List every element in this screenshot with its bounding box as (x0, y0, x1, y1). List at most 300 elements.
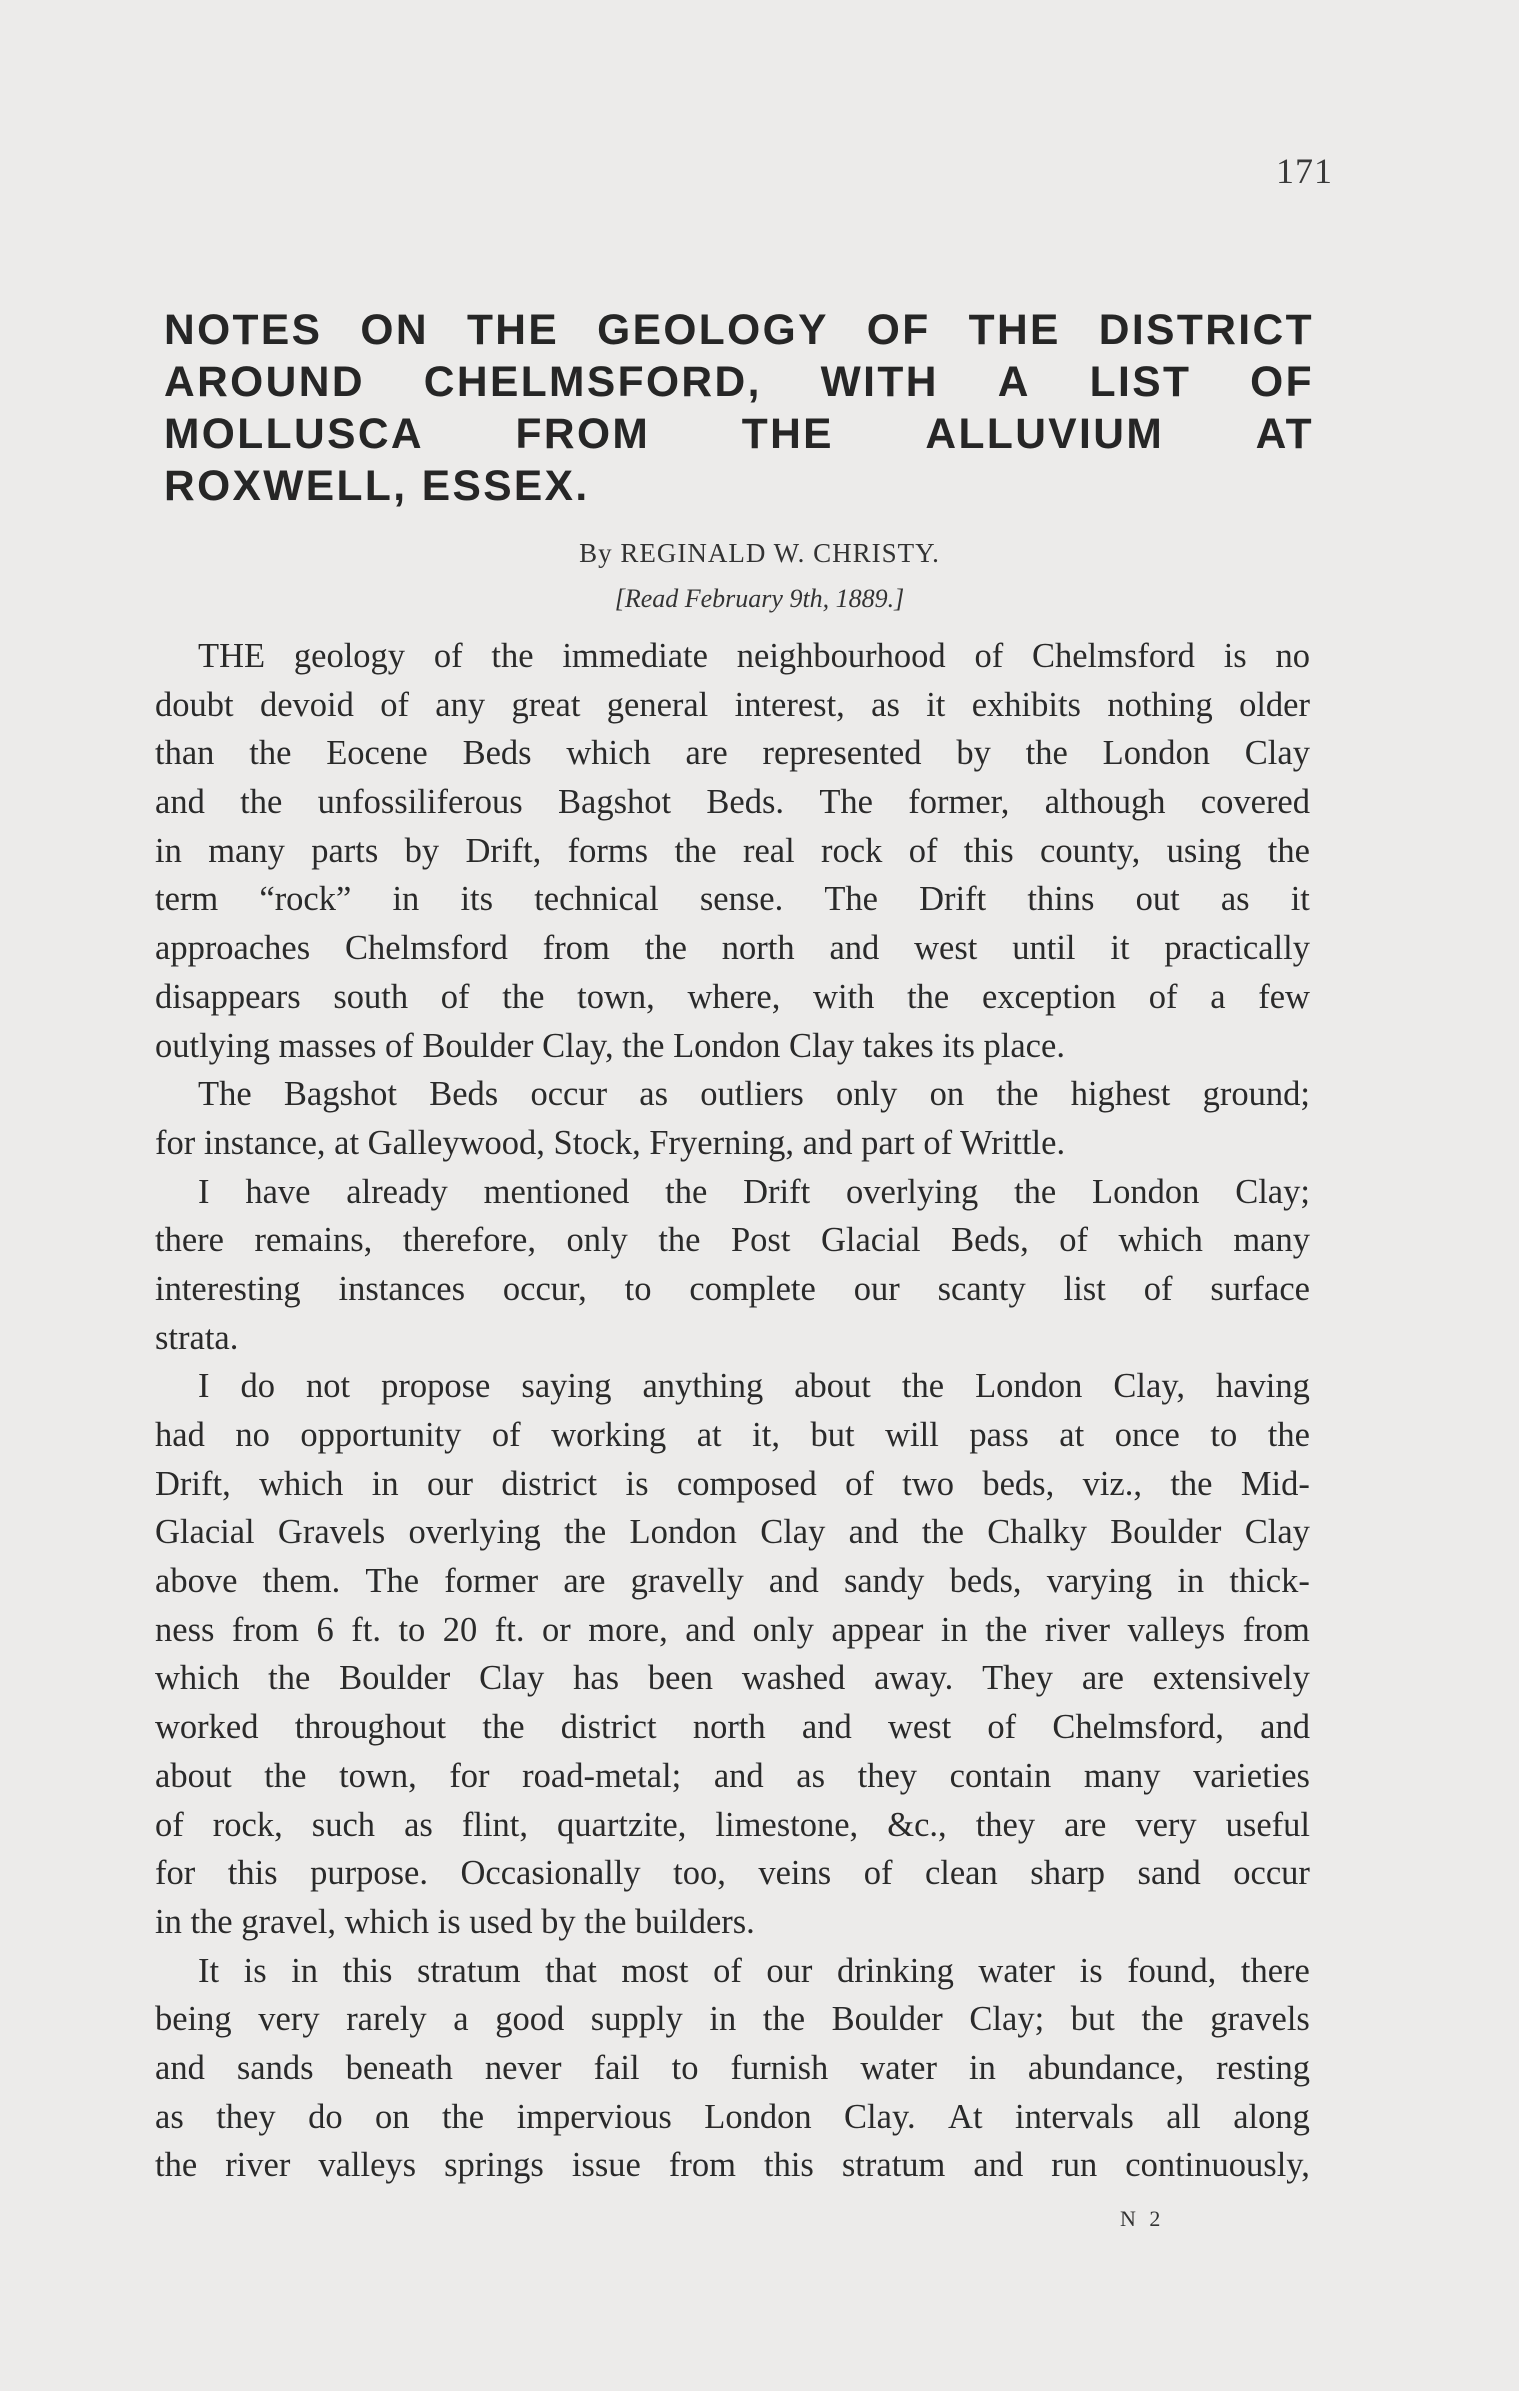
text-line: for instance, at Galleywood, Stock, Fryerning, and part of Writtle. (155, 1123, 1066, 1162)
word: saying (521, 1367, 612, 1406)
word: continuously, (1125, 2146, 1310, 2185)
word: Bagshot (283, 1075, 397, 1114)
word: having (1215, 1367, 1310, 1406)
word: in (709, 2000, 737, 2039)
word: never (484, 2048, 562, 2087)
word: stratum (841, 2146, 946, 2185)
word: the (921, 1513, 964, 1552)
word: former, (908, 783, 1010, 822)
word: they (216, 2097, 276, 2136)
word: most (621, 1951, 689, 1990)
text-line (155, 973, 1310, 1022)
text-line (155, 2044, 1310, 2093)
word: the (249, 734, 292, 773)
word: The (819, 783, 873, 822)
word: THE (466, 307, 560, 354)
word: very (1135, 1805, 1197, 1844)
word: the (644, 929, 687, 968)
read-date: [Read February 9th, 1889.] (614, 584, 905, 613)
text-line (155, 827, 1310, 876)
word: this (342, 1951, 393, 1990)
word: of (1143, 1269, 1173, 1308)
word: flint, (461, 1805, 528, 1844)
text-line (155, 1460, 1310, 1509)
word: 20 (442, 1610, 478, 1649)
word: ness (155, 1610, 215, 1649)
word: overlying (846, 1172, 979, 1211)
text-line (155, 2093, 1310, 2142)
signature-mark: N 2 (1120, 2206, 1165, 2231)
word: until (1012, 929, 1076, 968)
word: mentioned (483, 1172, 630, 1211)
word: the (1170, 1464, 1213, 1503)
word: where, (687, 977, 781, 1016)
word: useful (1225, 1805, 1310, 1844)
word: our (853, 1269, 900, 1308)
word: in (291, 1951, 319, 1990)
article-title (164, 305, 1314, 513)
word: about (155, 1756, 232, 1795)
word: south (333, 977, 409, 1016)
word: exception (981, 977, 1117, 1016)
word: good (495, 2000, 565, 2039)
word: instances (338, 1269, 465, 1308)
word: practically (1164, 929, 1310, 968)
word: occur, (502, 1269, 587, 1308)
word: the (762, 2000, 806, 2039)
word: They (982, 1659, 1053, 1698)
word: exhibits (971, 685, 1081, 724)
word: our (766, 1951, 813, 1990)
word: Occasionally (460, 1854, 641, 1893)
word: forms (567, 831, 649, 870)
word: a (1210, 977, 1226, 1016)
word: devoid (259, 685, 354, 724)
word: about (794, 1367, 871, 1406)
text-line (155, 632, 1310, 681)
word: water (978, 1951, 1056, 1990)
word: are (685, 734, 728, 773)
word: of (1059, 1221, 1088, 1260)
word: town, (577, 977, 655, 1016)
word: contain (949, 1756, 1052, 1795)
word: propose (381, 1367, 491, 1406)
word: not (306, 1367, 351, 1406)
word: of (1148, 977, 1178, 1016)
word: limestone, (715, 1805, 859, 1844)
word: all (1166, 2097, 1201, 2136)
word: been (647, 1659, 714, 1698)
word: surface (1210, 1269, 1310, 1308)
word: and (801, 1708, 852, 1747)
word: sands (236, 2048, 314, 2087)
word: no (235, 1416, 270, 1454)
word: list (1063, 1269, 1106, 1308)
word: only (752, 1610, 814, 1649)
word: sandy (843, 1562, 925, 1601)
word: outliers (700, 1075, 804, 1114)
word: from (668, 2146, 736, 2185)
word: although (1044, 783, 1166, 822)
word: as (404, 1805, 433, 1844)
word: Clay (479, 1659, 545, 1698)
word: Drift, (155, 1464, 231, 1503)
text-line (155, 1752, 1310, 1801)
word: the (482, 1708, 525, 1747)
word: which (155, 1659, 240, 1698)
word: that (545, 1951, 597, 1990)
word: sense. (699, 880, 784, 919)
word: from (231, 1610, 299, 1649)
word: will (885, 1416, 939, 1454)
word: in (968, 2048, 996, 2087)
word: Clay; (1235, 1172, 1310, 1211)
word: many (1233, 1221, 1310, 1260)
word: Chelmsford, (1052, 1708, 1224, 1747)
word: very (258, 2000, 320, 2039)
word: of (380, 685, 409, 724)
word: parts (311, 831, 379, 870)
word: in (371, 1464, 399, 1503)
word: impervious (516, 2097, 672, 2136)
word: which (259, 1464, 344, 1503)
word: of (863, 1854, 893, 1893)
title-line: ROXWELL, ESSEX. (164, 463, 590, 510)
word: anything (642, 1367, 764, 1406)
word: on (929, 1075, 965, 1114)
word: FROM (515, 411, 651, 458)
word: At (948, 2097, 983, 2136)
word: found, (1127, 1951, 1217, 1990)
word: occur (1233, 1854, 1310, 1893)
word: too, (673, 1854, 726, 1893)
word: which (1118, 1221, 1203, 1260)
word: and (155, 783, 205, 822)
word: many (208, 831, 285, 870)
word: the (240, 783, 283, 822)
word: pass (969, 1416, 1029, 1454)
word: its (460, 880, 494, 919)
text-line (155, 1216, 1310, 1265)
word: had (155, 1416, 205, 1454)
word: in (155, 831, 182, 870)
word: gravelly (630, 1562, 744, 1601)
word: the (155, 2146, 198, 2185)
word: above (155, 1562, 238, 1601)
word: in (940, 1610, 968, 1649)
word: resting (1216, 2048, 1310, 2087)
word: former (444, 1562, 539, 1601)
word: Post (731, 1221, 791, 1260)
text-line: strata. (155, 1318, 239, 1357)
word: they (857, 1756, 918, 1795)
word: beds, (982, 1464, 1055, 1503)
word: the (907, 977, 950, 1016)
text-line (155, 1947, 1310, 1996)
word: sharp (1030, 1854, 1105, 1893)
text-line (155, 1654, 1310, 1703)
word: real (742, 831, 795, 870)
word: of (908, 831, 938, 870)
word: using (1166, 831, 1242, 870)
word: is (1079, 1951, 1103, 1990)
text-line (155, 1411, 1310, 1460)
word: of (491, 1416, 521, 1454)
word: the (1267, 831, 1310, 870)
word: as (155, 2097, 184, 2136)
word: Clay (1244, 734, 1310, 773)
word: THE (198, 637, 266, 675)
word: to (1210, 1416, 1238, 1454)
word: scanty (937, 1269, 1026, 1308)
word: to (398, 1610, 426, 1649)
word: nothing (1107, 685, 1213, 724)
word: clean (924, 1854, 998, 1893)
word: there (1240, 1951, 1310, 1990)
word: Bagshot (558, 783, 672, 822)
word: OF (866, 307, 931, 354)
word: The (365, 1562, 420, 1601)
text-line (155, 1168, 1310, 1217)
word: Chelmsford (1031, 637, 1195, 675)
word: stratum (417, 1951, 521, 1990)
word: the (502, 977, 545, 1016)
word: such (311, 1805, 376, 1844)
word: which (566, 734, 651, 773)
text-line (155, 1703, 1310, 1752)
word: NOTES (164, 307, 323, 354)
text-line (155, 1849, 1310, 1898)
word: many (1083, 1756, 1161, 1795)
word: is (625, 1464, 649, 1503)
word: and (155, 2048, 205, 2087)
word: the (674, 831, 717, 870)
text-line (155, 1606, 1310, 1655)
word: are (1081, 1659, 1124, 1698)
word: term (155, 880, 219, 919)
word: abundance, (1027, 2048, 1185, 2087)
word: this (763, 2146, 814, 2185)
word: or (542, 1610, 571, 1649)
word: the (491, 637, 534, 675)
word: veins (758, 1854, 832, 1893)
word: neighbourhood (736, 637, 946, 675)
word: they (975, 1805, 1036, 1844)
word: highest (1070, 1075, 1171, 1114)
word: London (975, 1367, 1083, 1406)
word: MOLLUSCA (164, 411, 425, 458)
word: in (392, 880, 420, 919)
word: any (435, 685, 486, 724)
word: valleys (1127, 1610, 1226, 1649)
word: have (245, 1172, 311, 1211)
word: the (1267, 1416, 1310, 1454)
word: the (658, 1221, 701, 1260)
word: interesting (155, 1269, 301, 1308)
word: only (566, 1221, 628, 1260)
word: WITH (820, 359, 939, 406)
word: Clay. (844, 2097, 916, 2136)
word: opportunity (300, 1416, 462, 1454)
word: beds, (949, 1562, 1022, 1601)
word: the (665, 1172, 708, 1211)
word: ON (360, 307, 429, 354)
word: thick- (1229, 1562, 1310, 1601)
word: do (240, 1367, 276, 1406)
word: once (1114, 1416, 1180, 1454)
word: Drift (919, 880, 987, 919)
word: CHELMSFORD, (423, 359, 762, 406)
word: to (671, 2048, 699, 2087)
word: the (996, 1075, 1039, 1114)
word: already (346, 1172, 448, 1211)
word: THE (741, 411, 834, 458)
word: valleys (318, 2146, 417, 2185)
word: with (813, 977, 875, 1016)
text-line (155, 681, 1310, 730)
word: at (1059, 1416, 1085, 1454)
word: of (974, 637, 1004, 675)
word: great (511, 685, 581, 724)
word: Beds, (951, 1221, 1029, 1260)
word: LIST (1089, 359, 1192, 406)
word: covered (1200, 783, 1310, 822)
word: more, (588, 1610, 668, 1649)
word: no (1275, 637, 1310, 675)
text-line: outlying masses of Boulder Clay, the London Clay takes its place. (155, 1026, 1065, 1065)
word: district (560, 1708, 657, 1747)
word: two (902, 1464, 954, 1503)
word: it (1110, 929, 1130, 968)
word: and (685, 1610, 736, 1649)
word: varieties (1193, 1756, 1310, 1795)
word: water (860, 2048, 937, 2087)
article-body (155, 632, 1310, 2190)
word: north (721, 929, 795, 968)
word: our (426, 1464, 473, 1503)
text-line (155, 1801, 1310, 1850)
word: from (542, 929, 610, 968)
word: has (573, 1659, 620, 1698)
word: Clay (760, 1513, 826, 1552)
word: for (155, 1854, 196, 1893)
word: river (225, 2146, 291, 2185)
word: Boulder (831, 2000, 943, 2039)
word: north (692, 1708, 766, 1747)
text-line (155, 1995, 1310, 2044)
word: ft. (351, 1610, 381, 1649)
text-line (155, 924, 1310, 973)
word: A (997, 359, 1031, 406)
word: them. (262, 1562, 341, 1601)
word: in (1177, 1562, 1205, 1601)
word: as (796, 1756, 826, 1795)
word: than (155, 734, 215, 773)
word: throughout (294, 1708, 447, 1747)
word: the (1014, 1172, 1057, 1211)
word: at (696, 1416, 722, 1454)
word: DISTRICT (1098, 307, 1314, 354)
word: the (564, 1513, 607, 1552)
word: rarely (346, 2000, 427, 2039)
word: older (1239, 685, 1310, 724)
word: I (198, 1367, 210, 1406)
word: by (404, 831, 440, 870)
word: issue (571, 2146, 641, 2185)
word: springs (444, 2146, 544, 2185)
word: complete (689, 1269, 816, 1308)
word: Boulder (339, 1659, 451, 1698)
word: this (227, 1854, 278, 1893)
word: AROUND (164, 359, 365, 406)
word: Boulder (1110, 1513, 1222, 1552)
page-number: 171 (1276, 151, 1333, 191)
word: quartzite, (557, 1805, 687, 1844)
word: The (198, 1075, 252, 1114)
word: ft. (494, 1610, 525, 1649)
word: Drift, (465, 831, 542, 870)
text-line (155, 875, 1310, 924)
word: Chalky (987, 1513, 1087, 1552)
word: purpose. (310, 1854, 428, 1893)
word: as (1220, 880, 1250, 919)
word: but (810, 1416, 855, 1454)
word: to (624, 1269, 652, 1308)
text-line (155, 778, 1310, 827)
word: and (973, 2146, 1024, 2185)
author-byline: By REGINALD W. CHRISTY. (579, 538, 940, 568)
word: district (501, 1464, 598, 1503)
word: of (845, 1464, 874, 1503)
word: a (453, 2000, 469, 2039)
word: Beds (429, 1075, 499, 1114)
word: as (871, 685, 900, 724)
word: is (243, 1951, 267, 1990)
word: the (268, 1659, 311, 1698)
word: thins (1027, 880, 1095, 919)
word: overlying (408, 1513, 541, 1552)
word: do (308, 2097, 343, 2136)
word: Chelmsford (345, 929, 508, 968)
text-line (155, 1508, 1310, 1557)
word: the (901, 1367, 945, 1406)
text-line (155, 1070, 1310, 1119)
word: ground; (1202, 1075, 1310, 1114)
word: of (440, 977, 470, 1016)
word: on (375, 2097, 410, 2136)
word: sand (1137, 1854, 1201, 1893)
word: “rock” (259, 880, 352, 919)
text-line (155, 1362, 1310, 1411)
word: technical (534, 880, 659, 919)
word: being (155, 2000, 232, 2039)
title-line (164, 409, 1314, 461)
word: are (563, 1562, 606, 1601)
text-line: in the gravel, which is used by the builders. (155, 1902, 755, 1941)
word: this (963, 831, 1014, 870)
word: town, (339, 1756, 417, 1795)
word: ALLUVIUM (925, 411, 1165, 458)
word: is (1223, 637, 1247, 675)
word: and (713, 1756, 764, 1795)
word: of (155, 1805, 184, 1844)
word: It (198, 1951, 220, 1990)
word: remains, (254, 1221, 373, 1260)
word: from (1242, 1610, 1310, 1649)
word: are (1064, 1805, 1107, 1844)
word: London (629, 1513, 737, 1552)
word: interest, (734, 685, 845, 724)
